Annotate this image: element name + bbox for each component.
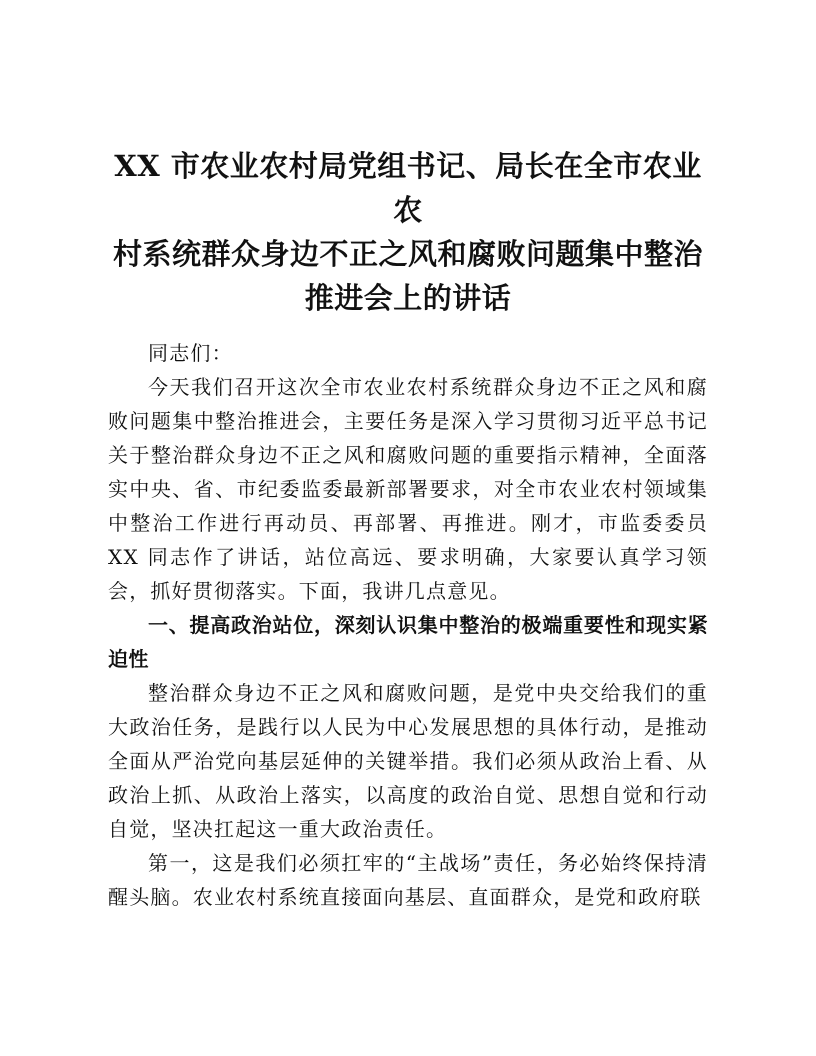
title-line: XX 市农业农村局党组书记、局长在全市农业农 xyxy=(114,149,702,227)
section-paragraph: 整治群众身边不正之风和腐败问题，是党中央交给我们的重大政治任务，是践行以人民为中心发展思想的具体行动，是推动全面从严治党向基层延伸的关键举措。我们必须从政治上看、从政治上抓、从政治上落实，以高度的政治自觉、思想自觉和行动自觉，坚决扛起这一重大政治责任。 xyxy=(108,681,708,841)
salutation: 同志们： xyxy=(148,341,233,365)
section-paragraph: 第一，这是我们必须扛牢的“主战场”责任，务必始终保持清醒头脑。农业农村系统直接面向基层、直面群众，是党和政府联 xyxy=(108,851,708,909)
title-line: 村系统群众身边不正之风和腐败问题集中整治 xyxy=(112,237,703,271)
document-title xyxy=(108,144,708,320)
intro-paragraph: 今天我们召开这次全市农业农村系统群众身边不正之风和腐败问题集中整治推进会，主要任务是深入学习贯彻习近平总书记关于整治群众身边不正之风和腐败问题的重要指示精神，全面落实中央、省、市纪委监委最新部署要求，对全市农业农村领域集中整治工作进行再动员、再部署、再推进。刚才，市监委委员 XX 同志作了讲话，站位高远、要求明确，大家要认真学习领会，抓好贯彻落实。下面，我讲几点意见。 xyxy=(108,375,708,603)
section-heading: 一、提高政治站位，深刻认识集中整治的极端重要性和现实紧迫性 xyxy=(108,613,708,671)
title-line: 推进会上的讲话 xyxy=(304,281,512,315)
